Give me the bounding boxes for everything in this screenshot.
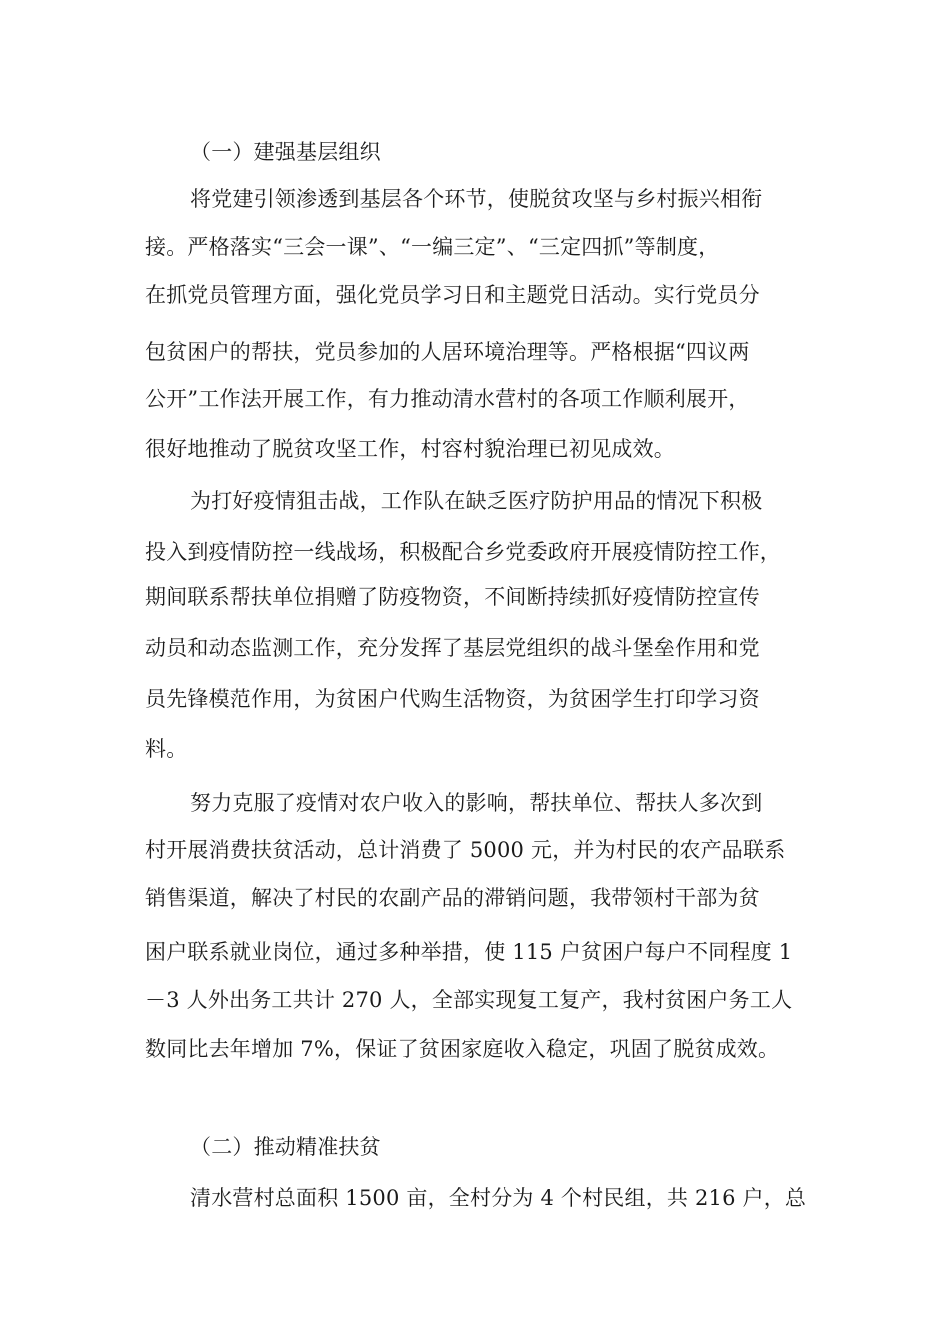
paragraph-line: 员先锋模范作用，为贫困户代购生活物资，为贫困学生打印学习资 <box>145 687 760 711</box>
paragraph-line: 销售渠道，解决了村民的农副产品的滞销问题，我带领村干部为贫 <box>145 886 760 910</box>
paragraph-line: 包贫困户的帮扶，党员参加的人居环境治理等。严格根据“四议两 <box>145 340 750 364</box>
paragraph-line: －3 人外出务工共计 270 人，全部实现复工复产，我村贫困户务工人 <box>145 988 793 1012</box>
paragraph-line: 接。严格落实“三会一课”、“一编三定”、“三定四抓”等制度， <box>145 235 720 259</box>
paragraph-line: 料。 <box>145 737 188 761</box>
paragraph-line: 在抓党员管理方面，强化党员学习日和主题党日活动。实行党员分 <box>145 283 760 307</box>
section-heading-1: （一）建强基层组织 <box>190 140 381 164</box>
paragraph-line: 动员和动态监测工作，充分发挥了基层党组织的战斗堡垒作用和党 <box>145 636 760 660</box>
paragraph-line: 困户联系就业岗位，通过多种举措，使 115 户贫困户每户不同程度 1 <box>145 940 793 964</box>
paragraph-line: 数同比去年增加 7%，保证了贫困家庭收入稳定，巩固了脱贫成效。 <box>145 1037 780 1061</box>
section-heading-2: （二）推动精准扶贫 <box>190 1135 381 1159</box>
paragraph-line: 努力克服了疫情对农户收入的影响，帮扶单位、帮扶人多次到 <box>190 791 763 815</box>
paragraph-line: 投入到疫情防控一线战场，积极配合乡党委政府开展疫情防控工作， <box>145 540 781 564</box>
paragraph-line: 期间联系帮扶单位捐赠了防疫物资，不间断持续抓好疫情防控宣传 <box>145 585 760 609</box>
paragraph-line: 很好地推动了脱贫攻坚工作，村容村貌治理已初见成效。 <box>145 437 675 461</box>
paragraph-line: 村开展消费扶贫活动，总计消费了 5000 元，并为村民的农产品联系 <box>145 838 786 862</box>
paragraph-line: 公开”工作法开展工作，有力推动清水营村的各项工作顺利展开， <box>145 387 750 411</box>
paragraph-line: 为打好疫情狙击战，工作队在缺乏医疗防护用品的情况下积极 <box>190 489 763 513</box>
paragraph-line: 将党建引领渗透到基层各个环节，使脱贫攻坚与乡村振兴相衔 <box>190 187 763 211</box>
paragraph-line: 清水营村总面积 1500 亩，全村分为 4 个村民组，共 216 户，总 <box>190 1186 807 1210</box>
